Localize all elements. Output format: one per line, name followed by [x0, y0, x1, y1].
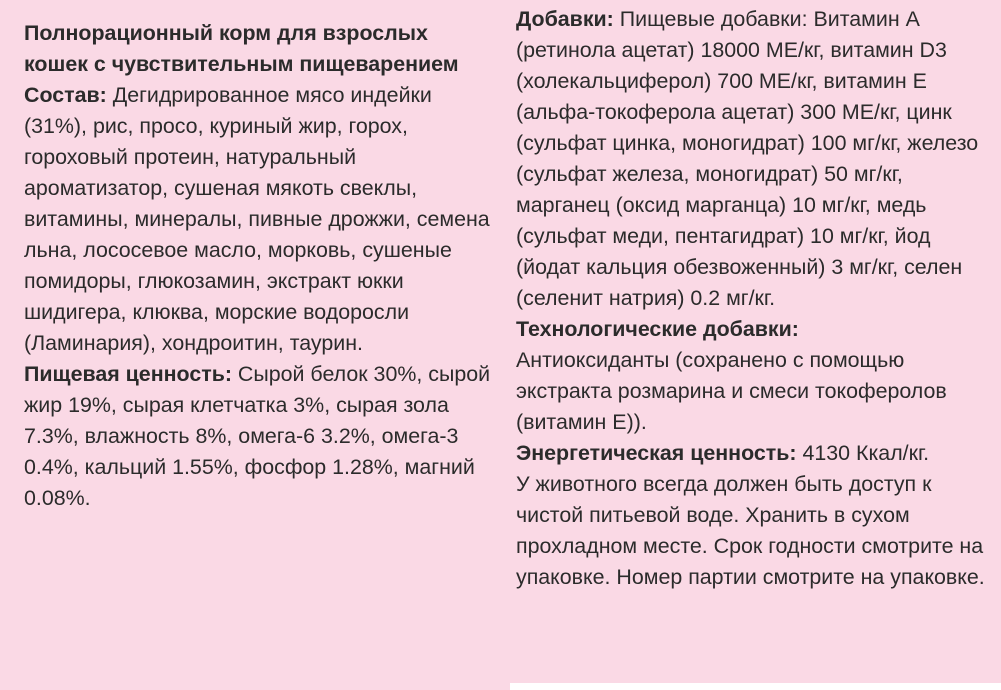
right-column	[510, 0, 1001, 683]
energy-text: 4130 Ккал/кг.	[796, 441, 930, 465]
nutrition-label: Пищевая ценность:	[24, 362, 232, 386]
composition-block	[24, 18, 494, 514]
nutrition-text: Сырой белок 30%, сырой жир 19%, сырая клетчатка 3%, сырая зола 7.3%, влажность 8%, омега-6 3.2%, омега-3 0.4%, кальций 1.55%, фосфор 1.28%, магний 0.08%.	[24, 362, 491, 510]
additives-block	[516, 4, 986, 593]
composition-label: Состав:	[24, 83, 107, 107]
energy-label: Энергетическая ценность:	[516, 441, 797, 465]
additives-label: Добавки:	[516, 7, 614, 31]
additives-text: Пищевые добавки: Витамин А (ретинола ацетат) 18000 МЕ/кг, витамин D3 (холекальциферол) 700 МЕ/кг, витамин Е (альфа-токоферола ацетат) 300 МЕ/кг, цинк (сульфат цинка, моногидрат) 100 мг/кг, железо (сульфат железа, моногидрат) 50 мг/кг, марганец (оксид марганца) 10 мг/кг, медь (сульфат меди, пентагидрат) 10 мг/кг, йод (йодат кальция обезвоженный) 3 мг/кг, селен (селенит натрия) 0.2 мг/кг.	[516, 7, 979, 310]
storage-text: У животного всегда должен быть доступ к чистой питьевой воде. Хранить в сухом прохладном месте. Срок годности смотрите на упаковке. Номер партии смотрите на упаковке.	[516, 472, 985, 589]
composition-text: Дегидрированное мясо индейки (31%), рис, просо, куриный жир, горох, гороховый протеин, натуральный ароматизатор, сушеная мякоть свеклы, витамины, минералы, пивные дрожжи, семена льна, лососевое масло, морковь, сушеные помидоры, глюкозамин, экстракт юкки шидигера, клюква, морские водоросли (Ламинария), хондроитин, таурин.	[24, 83, 490, 355]
product-title: Полнорационный корм для взрослых кошек с чувствительным пищеварением	[24, 21, 459, 76]
tech-additives-label: Технологические добавки:	[516, 317, 799, 341]
tech-additives-text: Антиоксиданты (сохранено с помощью экстракта розмарина и смеси токоферолов (витамин Е)).	[516, 348, 947, 434]
